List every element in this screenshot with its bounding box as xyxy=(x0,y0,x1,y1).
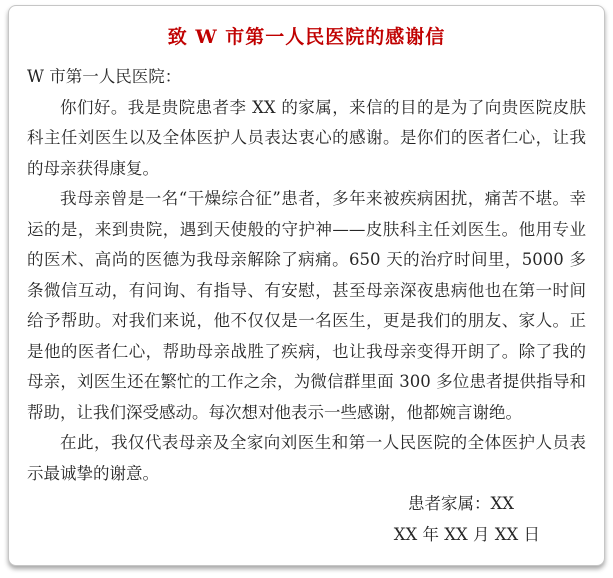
signature-line: 患者家属：XX xyxy=(408,494,514,513)
paragraph-1: 你们好。我是贵院患者李 XX 的家属，来信的目的是为了向贵医院皮肤科主任刘医生以及全体医护人员表达衷心的感谢。是你们的医者仁心，让我的母亲获得康复。 xyxy=(27,97,586,178)
letter-title: 致 W 市第一人民医院的感谢信 xyxy=(167,26,446,48)
date-line: XX 年 XX 月 XX 日 xyxy=(393,524,540,544)
letter-body xyxy=(27,62,586,550)
letter-card xyxy=(8,5,605,566)
paragraph-3: 在此，我仅代表母亲及全家向刘医生和第一人民医院的全体医护人员表示最诚挚的谢意。 xyxy=(27,433,586,483)
salutation: W 市第一人民医院： xyxy=(27,67,182,86)
paragraph-2: 我母亲曾是一名“干燥综合征”患者，多年来被疾病困扰，痛苦不堪。幸运的是，来到贵院，遇到天使般的守护神——皮肤科主任刘医生。他用专业的医术、高尚的医德为我母亲解除了病痛。650 天的治疗时间里，5000 多条微信互动，有问询、有指导、有安慰，甚至母亲深夜患病他也在第一时间给予帮助。对我们来说，他不仅仅是一名医生，更是我们的朋友、家人。正是他的医者仁心，帮助母亲战胜了疾病，也让我母亲变得开朗了。除了我的母亲，刘医生还在繁忙的工作之余，为微信群里面 300 多位患者提供指导和帮助，让我们深受感动。每次想对他表示一些感谢，他都婉言谢绝。 xyxy=(27,189,586,422)
